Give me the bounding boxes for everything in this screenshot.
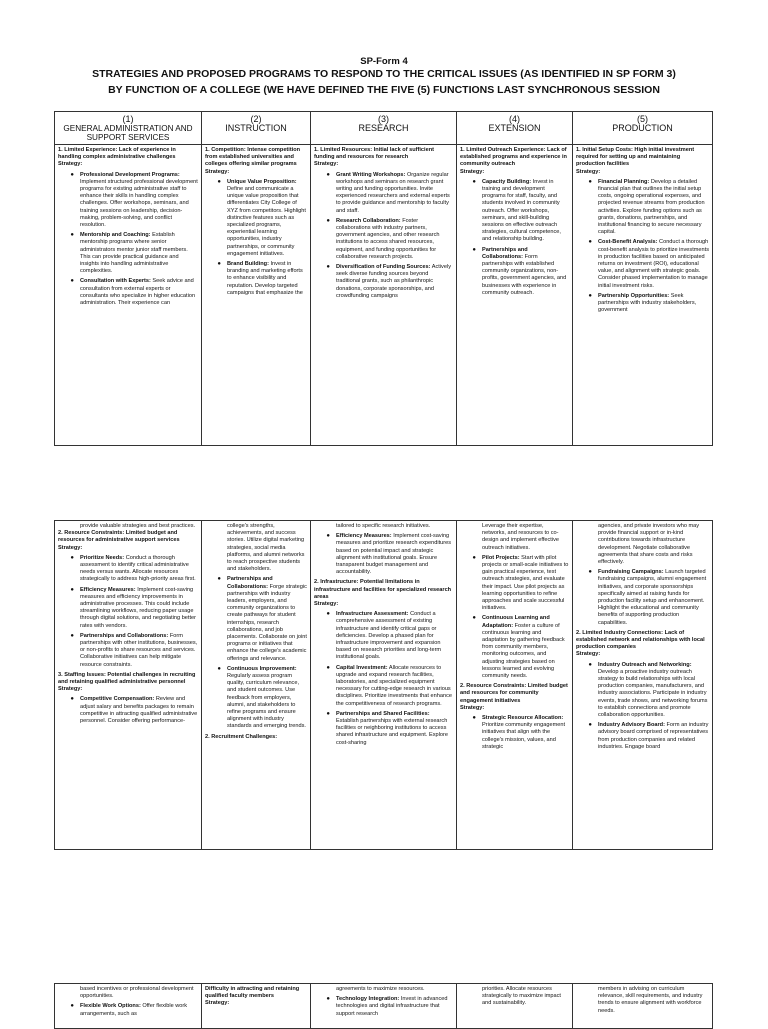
cell-production — [573, 521, 713, 850]
bullet-text: Organize regular workshops and seminars on research grant writing and funding opportunities. Invite experienced researchers and external experts to provide guidance and mentorship to faculty and staff. — [336, 171, 450, 214]
critical-issue: 2. Infrastructure: Potential limitations in infrastructure and facilities for specialized research areas — [314, 579, 452, 600]
bullet-heading: Industry Advisory Board: — [598, 722, 665, 729]
column-number: (1) — [122, 114, 134, 124]
bullet-heading: Partnerships and Collaborations: — [227, 576, 273, 590]
strategy-bullet — [205, 179, 307, 258]
bullet-text: Launch targeted fundraising campaigns, alumni engagement initiatives, and corporate sponsorships specifically aimed at raising funds for production facility setup and enhancement. Highlight the educational and community benefits of supporting production capabilities. — [598, 569, 707, 626]
strategy-bullet — [314, 996, 453, 1018]
continued-text: members in advising on curriculum relevance, skill requirements, and industry trends to ensure alignment with workforce needs. — [598, 986, 703, 1014]
strategy-bullet — [314, 264, 453, 300]
strategy-label: Strategy: — [576, 168, 601, 175]
column-number: (3) — [378, 114, 389, 124]
bullet-heading: Efficiency Measures: — [336, 533, 392, 540]
bullet-heading: Unique Value Proposition: — [227, 178, 297, 185]
strategy-bullet — [58, 587, 198, 630]
strategy-bullet — [314, 665, 453, 708]
bullet-text: Develop a detailed financial plan that outlines the initial setup costs, ongoing operational expenses, and projected revenue streams from production activities. Explore funding options such as grants, donations, partnerships, and institutional financing to secure necessary capital. — [598, 178, 705, 236]
column-header-row — [55, 112, 713, 145]
bullet-text: Review and adjust salary and benefits packages to remain competitive in attracting qualified administrative personnel. Consider offering performance- — [80, 696, 198, 725]
column-title: INSTRUCTION — [225, 123, 287, 133]
critical-issue: Difficulty in attracting and retaining qualified faculty members — [205, 986, 300, 1000]
bullet-heading: Competitive Compensation: — [80, 696, 155, 703]
bullet-text: Start with pilot projects or small-scale initiatives to gain practical experience, test outreach strategies, and evaluate their impact. Use pilot projects as learning opportunities to refine approaches and scale successful initiatives. — [482, 554, 569, 612]
bullet-heading: Infrastructure Assessment: — [336, 611, 409, 618]
form-number: SP-Form 4 — [360, 56, 408, 67]
bullet-icon: ● — [472, 715, 476, 722]
bullet-icon: ● — [588, 292, 592, 299]
column-title: GENERAL ADMINISTRATION AND SUPPORT SERVICES — [63, 124, 193, 142]
bullet-icon: ● — [70, 632, 74, 639]
bullet-icon: ● — [588, 722, 592, 729]
bullet-icon: ● — [472, 178, 476, 185]
bullet-heading: Flexible Work Options: — [80, 1003, 141, 1010]
strategy-bullet — [58, 232, 198, 275]
cell-general-administration — [55, 145, 202, 446]
strategy-bullet — [576, 239, 709, 289]
strategy-bullet — [58, 633, 198, 669]
critical-issue: 1. Initial Setup Costs: High initial investment required for setting up and maintaining production facilities — [576, 147, 695, 168]
content-row — [55, 521, 713, 850]
bullet-text: Form partnerships with established community organizations, non-profits, government agencies, and businesses with experience in community outreach. — [482, 253, 567, 296]
column-number: (4) — [509, 114, 520, 124]
strategies-table-page-2 — [54, 520, 713, 850]
content-row — [55, 145, 713, 446]
bullet-icon: ● — [326, 533, 330, 540]
cell-research — [311, 984, 457, 1029]
column-title: PRODUCTION — [612, 123, 673, 133]
bullet-icon: ● — [70, 586, 74, 593]
cell-research — [311, 145, 457, 446]
continued-text: tailored to specific research initiatives. — [336, 523, 431, 529]
strategy-bullet — [58, 1003, 198, 1017]
strategy-bullet — [205, 576, 307, 662]
bullet-icon: ● — [326, 171, 330, 178]
strategy-bullet — [576, 293, 709, 315]
strategy-label: Strategy: — [58, 544, 83, 551]
bullet-heading: Strategic Resource Allocation: — [482, 715, 564, 722]
strategy-bullet — [460, 179, 569, 244]
column-number: (5) — [637, 114, 648, 124]
cell-research — [311, 521, 457, 850]
bullet-text: Invest in training and development programs for staff, faculty, and students involved in community outreach. Offer workshops, seminars, and skill-building sessions on effective outreach strategies, cultural competence, and relationship building. — [482, 178, 561, 243]
strategy-bullet — [576, 722, 709, 751]
bullet-icon: ● — [326, 710, 330, 717]
bullet-icon: ● — [326, 217, 330, 224]
cell-general-administration — [55, 521, 202, 850]
bullet-text: Form partnerships with other institutions, businesses, or non-profits to share resources and services. Collaborative initiatives can help mitigate resource constraints. — [80, 632, 198, 668]
continued-text: provide valuable strategies and best practices. — [80, 523, 196, 529]
bullet-heading: Industry Outreach and Networking: — [598, 661, 692, 668]
bullet-heading: Cost-Benefit Analysis: — [598, 239, 658, 246]
continued-text: based incentives or professional development opportunities. — [80, 986, 194, 1000]
strategy-bullet — [58, 555, 198, 584]
bullet-text: Conduct a thorough cost-benefit analysis to prioritize investments in production facilities based on anticipated returns on investment (ROI), educational value, and alignment with strategic goals. Consider phased implementation to manage initial investment risks. — [598, 239, 709, 289]
bullet-heading: Brand Building: — [227, 261, 269, 268]
bullet-text: Invest in branding and marketing efforts to enhance visibility and reputation. Develop targeted campaigns that emphasize the — [227, 261, 303, 296]
column-header-extension — [457, 112, 573, 145]
column-header-general-administration — [55, 112, 202, 145]
bullet-heading: Technology Integration: — [336, 996, 400, 1003]
bullet-icon: ● — [70, 171, 74, 178]
bullet-text: Regularly assess program quality, curriculum relevance, and student outcomes. Use feedback from employers, alumni, and stakeholders to refine programs and ensure alignment with industry standards and emerging trends. — [227, 673, 306, 730]
document-title-line-1: STRATEGIES AND PROPOSED PROGRAMS TO RESPOND TO THE CRITICAL ISSUES (AS IDENTIFIED IN SP FORM 3) — [92, 68, 676, 80]
cell-extension — [457, 521, 573, 850]
bullet-text: Implement cost-saving measures and efficiency improvements in administrative processes. This could include streamlining workflows, reducing paper usage through digital solutions, and negotiating better rates with vendors. — [80, 586, 196, 629]
critical-issue: 2. Resource Constraints: Limited budget and resources for community engagement initiatives — [460, 683, 568, 704]
cell-instruction — [202, 521, 311, 850]
cell-extension — [457, 984, 573, 1029]
column-header-production — [573, 112, 713, 145]
bullet-icon: ● — [70, 554, 74, 561]
strategy-bullet — [460, 247, 569, 297]
bullet-icon: ● — [472, 554, 476, 561]
document-title-line-2: BY FUNCTION OF A COLLEGE (WE HAVE DEFINED THE FIVE (5) FUNCTIONS LAST SYNCHRONOUS SESSION — [108, 84, 660, 96]
strategy-bullet — [58, 172, 198, 230]
bullet-icon: ● — [70, 278, 74, 285]
bullet-icon: ● — [326, 264, 330, 271]
bullet-text: Conduct a comprehensive assessment of existing infrastructure and identify critical gaps or deficiencies. Develop a phased plan for infrastructure improvement and expansion based on research priorities and long-term institutional goals. — [336, 611, 442, 661]
critical-issue: 1. Limited Experience: Lack of experience in handling complex administrative challenges — [58, 147, 176, 161]
cell-extension — [457, 145, 573, 446]
critical-issue: 1. Competition: Intense competition from established universities and colleges offering similar programs — [205, 147, 301, 168]
column-title: EXTENSION — [488, 123, 541, 133]
strategy-bullet — [460, 615, 569, 680]
bullet-icon: ● — [326, 996, 330, 1003]
strategy-bullet — [58, 696, 198, 725]
strategy-bullet — [314, 172, 453, 215]
bullet-text: Invest in advanced technologies and digital infrastructure that support research — [336, 996, 448, 1017]
bullet-text: Foster a culture of continuous learning and adaptation by gathering feedback from community members, monitoring outcomes, and adjusting strategies based on lessons learned and evolving community needs. — [482, 622, 565, 680]
bullet-icon: ● — [217, 178, 221, 185]
bullet-heading: Financial Planning: — [598, 178, 650, 185]
bullet-heading: Efficiency Measures: — [80, 586, 136, 593]
bullet-text: Define and communicate a unique value proposition that differentiates City College of XYZ from competitors. Highlight distinctive features such as specialized programs, experiential learning opportunities, industry partnerships, or community engagement initiatives. — [227, 186, 306, 257]
bullet-heading: Capital Investment: — [336, 664, 388, 671]
bullet-icon: ● — [217, 261, 221, 268]
column-title: RESEARCH — [358, 123, 409, 133]
bullet-icon: ● — [588, 239, 592, 246]
bullet-icon: ● — [70, 696, 74, 703]
critical-issue: 1. Limited Outreach Experience: Lack of established programs and experience in community outreach — [460, 147, 567, 168]
strategy-bullet — [314, 611, 453, 661]
critical-issue: 2. Resource Constraints: Limited budget and resources for administrative support services — [58, 530, 180, 544]
bullet-icon: ● — [217, 665, 221, 672]
bullet-text: Establish mentorship programs where senior administrators mentor junior staff members. This can provide practical guidance and insights into handling administrative complexities. — [80, 232, 188, 275]
strategy-label: Strategy: — [460, 168, 485, 175]
strategy-label: Strategy: — [58, 686, 83, 693]
strategy-label: Strategy: — [314, 601, 339, 608]
cell-instruction — [202, 145, 311, 446]
bullet-heading: Research Collaboration: — [336, 217, 401, 224]
bullet-heading: Mentorship and Coaching: — [80, 232, 151, 239]
column-number: (2) — [250, 114, 262, 124]
critical-issue: 2. Recruitment Challenges: — [205, 733, 278, 740]
bullet-text: Develop a proactive industry outreach strategy to build relationships with local production companies, manufacturers, and industry associations. Participate in industry events, trade shows, and networking forums to establish connections and promote collaboration opportunities. — [598, 668, 708, 719]
bullet-heading: Partnerships and Collaborations: — [80, 632, 169, 639]
bullet-heading: Grant Writing Workshops: — [336, 171, 406, 178]
bullet-icon: ● — [70, 232, 74, 239]
bullet-icon: ● — [217, 576, 221, 583]
continued-text: Leverage their expertise, networks, and resources to co-design and implement effective outreach initiatives. — [482, 523, 560, 551]
strategy-bullet — [460, 715, 569, 751]
strategy-bullet — [576, 569, 709, 627]
continued-text: college's strengths, achievements, and success stories. Utilize digital marketing strategies, social media platforms, and alumni networks to reach prospective students and stakeholders. — [227, 523, 305, 573]
strategies-table-page-1 — [54, 111, 713, 446]
bullet-heading: Diversification of Funding Sources: — [336, 264, 431, 271]
strategy-bullet — [576, 662, 709, 720]
strategy-bullet — [58, 278, 198, 307]
bullet-icon: ● — [472, 246, 476, 253]
cell-instruction — [202, 984, 311, 1029]
cell-general-administration — [55, 984, 202, 1029]
bullet-icon: ● — [588, 661, 592, 668]
bullet-text: Allocate resources to upgrade and expand research facilities, laboratories, and specialized equipment necessary for cutting-edge research in various disciplines. Prioritize investments that enhance the competitiveness of research programs. — [336, 664, 452, 707]
cell-production — [573, 145, 713, 446]
bullet-text: Actively seek diverse funding sources beyond traditional grants, such as philanthropic donations, corporate sponsorships, and crowdfunding campaigns — [336, 264, 452, 299]
bullet-icon: ● — [588, 569, 592, 576]
bullet-icon: ● — [70, 1003, 74, 1010]
bullet-heading: Fundraising Campaigns: — [598, 569, 664, 576]
content-row — [55, 984, 713, 1029]
bullet-text: Implement structured professional development programs for existing administrative staff to enhance their skills in handling complex challenges. Offer workshops, seminars, and training sessions on leadership, decision-making, problem-solving, and conflict resolution. — [80, 178, 198, 229]
bullet-heading: Capacity Building: — [482, 178, 532, 185]
strategy-bullet — [314, 218, 453, 261]
cell-production — [573, 984, 713, 1029]
bullet-text: Implement cost-saving measures and prioritize research expenditures based on potential impact and strategic alignment with institutional goals. Ensure transparent budget management and accountability. — [336, 533, 452, 576]
bullet-text: Foster collaborations with industry partners, government agencies, and other research institutions to access shared resources, equipment, and funding opportunities for collaborative research projects. — [336, 217, 440, 260]
bullet-heading: Professional Development Programs: — [80, 171, 180, 178]
bullet-text: Conduct a thorough assessment to identify critical administrative needs versus wants. Allocate resources strategically to address high-priority areas first. — [80, 554, 196, 583]
bullet-text: Seek advice and consultation from external experts or consultants who specialize in higher education administration. Their experience can — [80, 278, 196, 307]
strategy-label: Strategy: — [205, 168, 230, 175]
bullet-heading: Partnership Opportunities: — [598, 292, 670, 299]
strategy-bullet — [205, 261, 307, 297]
bullet-text: Form an industry advisory board comprised of representatives from production companies and related industries. Engage board — [598, 722, 709, 750]
strategy-bullet — [314, 711, 453, 747]
bullet-heading: Consultation with Experts: — [80, 278, 151, 285]
strategy-bullet — [460, 555, 569, 613]
bullet-heading: Partnerships and Shared Facilities: — [336, 710, 430, 717]
continued-text: agencies, and private investors who may provide financial support or in-kind contributions towards infrastructure development. Negotiate collaborative agreements that share costs and risks effectively. — [598, 523, 700, 566]
bullet-icon: ● — [588, 178, 592, 185]
strategy-label: Strategy: — [314, 161, 339, 168]
bullet-text: Seek partnerships with industry stakeholders, government — [598, 292, 697, 314]
strategy-label: Strategy: — [58, 161, 83, 168]
bullet-heading: Partnerships and Collaborations: — [482, 246, 528, 260]
bullet-text: Offer flexible work arrangements, such as — [80, 1003, 188, 1017]
strategy-label: Strategy: — [460, 704, 485, 711]
strategy-bullet — [314, 533, 453, 576]
continued-text: priorities. Allocate resources strategically to maximize impact and sustainability. — [482, 986, 561, 1007]
bullet-text: Forge strategic partnerships with industry leaders, employers, and community organizations to create pathways for student internships, research collaborations, and job placements. Collaborate on joint programs or initiatives that enhance the college's academic offerings and relevance. — [227, 583, 307, 662]
bullet-heading: Prioritize Needs: — [80, 554, 125, 561]
bullet-heading: Continuous Improvement: — [227, 665, 297, 672]
critical-issue: 1. Limited Resources: Initial lack of sufficient funding and resources for research — [314, 147, 434, 161]
strategies-table-page-3 — [54, 983, 713, 1029]
strategy-label: Strategy: — [205, 1000, 230, 1007]
bullet-icon: ● — [326, 664, 330, 671]
critical-issue: 2. Limited Industry Connections: Lack of established network and relationships with local production companies — [576, 629, 705, 651]
strategy-bullet — [205, 666, 307, 731]
strategy-bullet — [576, 179, 709, 237]
column-header-research — [311, 112, 457, 145]
column-header-instruction — [202, 112, 311, 145]
continued-text: agreements to maximize resources. — [336, 986, 425, 992]
bullet-text: Establish partnerships with external research facilities or neighboring institutions to access shared infrastructure and equipment. Explore cost-sharing — [336, 718, 448, 746]
bullet-heading: Continuous Learning and Adaptation: — [482, 615, 550, 629]
strategy-label: Strategy: — [576, 651, 601, 658]
bullet-heading: Pilot Projects: — [482, 554, 520, 561]
bullet-text: Prioritize community engagement initiatives that align with the college's mission, values, and strategic — [482, 722, 566, 750]
critical-issue: 3. Staffing Issues: Potential challenges in recruiting and retaining qualified administrative personnel — [58, 671, 196, 686]
bullet-icon: ● — [326, 611, 330, 618]
bullet-icon: ● — [472, 615, 476, 622]
